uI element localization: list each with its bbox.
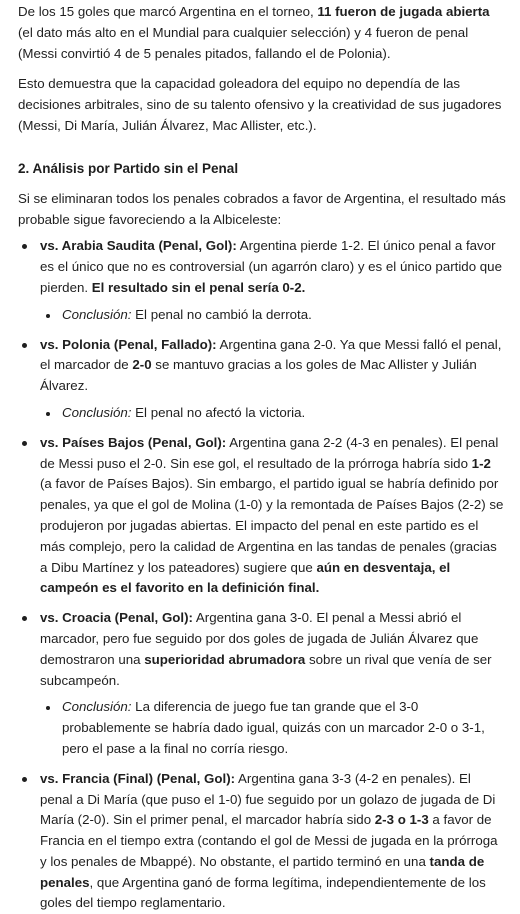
- text: a favor de Francia en el tiempo extra (contando el gol de Messi de jugada en la prórroga y los penales de Mbappé). No obstante, el partido terminó en una: [40, 812, 498, 869]
- bold-text: tanda de penales: [40, 853, 485, 890]
- bold-text: El resultado sin el penal sería 0-2.: [91, 279, 306, 295]
- list-item-netherlands: [18, 433, 506, 599]
- text: (el dato más alto en el Mundial para cualquier selección) y 4 fueron de penal (Messi convirtió 4 de 5 penales pitados, fallando el de Polonia).: [18, 24, 469, 61]
- sub-list: [40, 697, 506, 759]
- text: Argentina pierde 1-2. El único penal a favor es el único que no es controversial (un agarrón claro) y es el único partido que pierden.: [40, 238, 502, 295]
- list-item-poland: [18, 335, 506, 424]
- bold-text: 11 fueron de jugada abierta: [317, 4, 490, 19]
- list-item-saudi-arabia: [18, 236, 506, 325]
- sub-list: [40, 305, 506, 326]
- item-heading: vs. Arabia Saudita (Penal, Gol):: [40, 238, 237, 254]
- item-heading: vs. Polonia (Penal, Fallado):: [40, 336, 217, 352]
- bold-text: aún en desventaja, el campeón es el favorito en la definición final.: [40, 559, 451, 596]
- paragraph-goals: [18, 2, 506, 64]
- text: , que Argentina ganó de forma legítima, independientemente de los goles del tiempo reglamentario.: [40, 874, 486, 911]
- bold-text: 1-2: [471, 455, 491, 471]
- bold-text: superioridad abrumadora: [144, 651, 306, 667]
- text: se mantuvo gracias a los goles de Mac Allister y Julián Álvarez.: [40, 357, 477, 394]
- text: La diferencia de juego fue tan grande que el 3-0 probablemente se habría dado igual, quizás con un marcador 2-0 o 3-1, pero el pase a la final no corría riesgo.: [62, 699, 485, 756]
- conclusion-item: [40, 305, 506, 326]
- section-heading: 2. Análisis por Partido sin el Penal: [18, 160, 239, 176]
- conclusion-item: [40, 403, 506, 424]
- match-list: [18, 236, 506, 914]
- section-intro: Si se eliminaran todos los penales cobrados a favor de Argentina, el resultado más probable sigue favoreciendo a la Albiceleste:: [18, 190, 506, 227]
- list-item-france: [18, 769, 506, 914]
- bold-text: 2-0: [132, 357, 152, 373]
- item-heading: vs. Países Bajos (Penal, Gol):: [40, 434, 227, 450]
- text: De los 15 goles que marcó Argentina en el torneo,: [18, 4, 318, 19]
- text: Argentina gana 3-0. El penal a Messi abrió el marcador, pero fue seguido por dos goles de jugada de Julián Álvarez que demostraron una: [40, 610, 479, 667]
- conclusion-label: Conclusión:: [62, 404, 132, 420]
- text: Argentina gana 2-2 (4-3 en penales). El penal de Messi puso el 2-0. Sin ese gol, el resultado de la prórroga habría sido: [40, 434, 499, 471]
- text: Argentina gana 2-0. Ya que Messi falló el penal, el marcador de: [40, 336, 502, 373]
- bold-text: 2-3 o 1-3: [374, 812, 429, 828]
- sub-list: [40, 403, 506, 424]
- text: (a favor de Países Bajos). Sin embargo, el partido igual se habría definido por penales, ya que el gol de Molina (1-0) y la remontada de Países Bajos (2-2) se produjeron por jugadas abiertas. El impacto del penal en este partido es el más complejo, pero la calidad de Argentina en las tandas de penales (gracias a Dibu Martínez y los pateadores) sugiere que: [40, 476, 504, 575]
- text: sobre un rival que venía de ser subcampeón.: [40, 651, 492, 688]
- text: El penal no cambió la derrota.: [131, 306, 312, 322]
- item-heading: vs. Croacia (Penal, Gol):: [40, 610, 193, 626]
- conclusion-label: Conclusión:: [62, 699, 132, 715]
- text: Argentina gana 3-3 (4-2 en penales). El penal a Di María (que puso el 1-0) fue seguido por un golazo de jugada de Di María (2-0). Sin el primer penal, el marcador habría sido: [40, 770, 496, 828]
- paragraph-conclusion: Esto demuestra que la capacidad goleadora del equipo no dependía de las decisiones arbitrales, sino de su talento ofensivo y la creatividad de sus jugadores (Messi, Di María, Julián Álvarez, Mac Allister, etc.).: [18, 76, 502, 133]
- text: El penal no afectó la victoria.: [131, 404, 306, 420]
- item-heading: vs. Francia (Final) (Penal, Gol):: [40, 770, 236, 786]
- conclusion-item: [40, 697, 506, 759]
- list-item-croatia: [18, 608, 506, 760]
- conclusion-label: Conclusión:: [62, 306, 132, 322]
